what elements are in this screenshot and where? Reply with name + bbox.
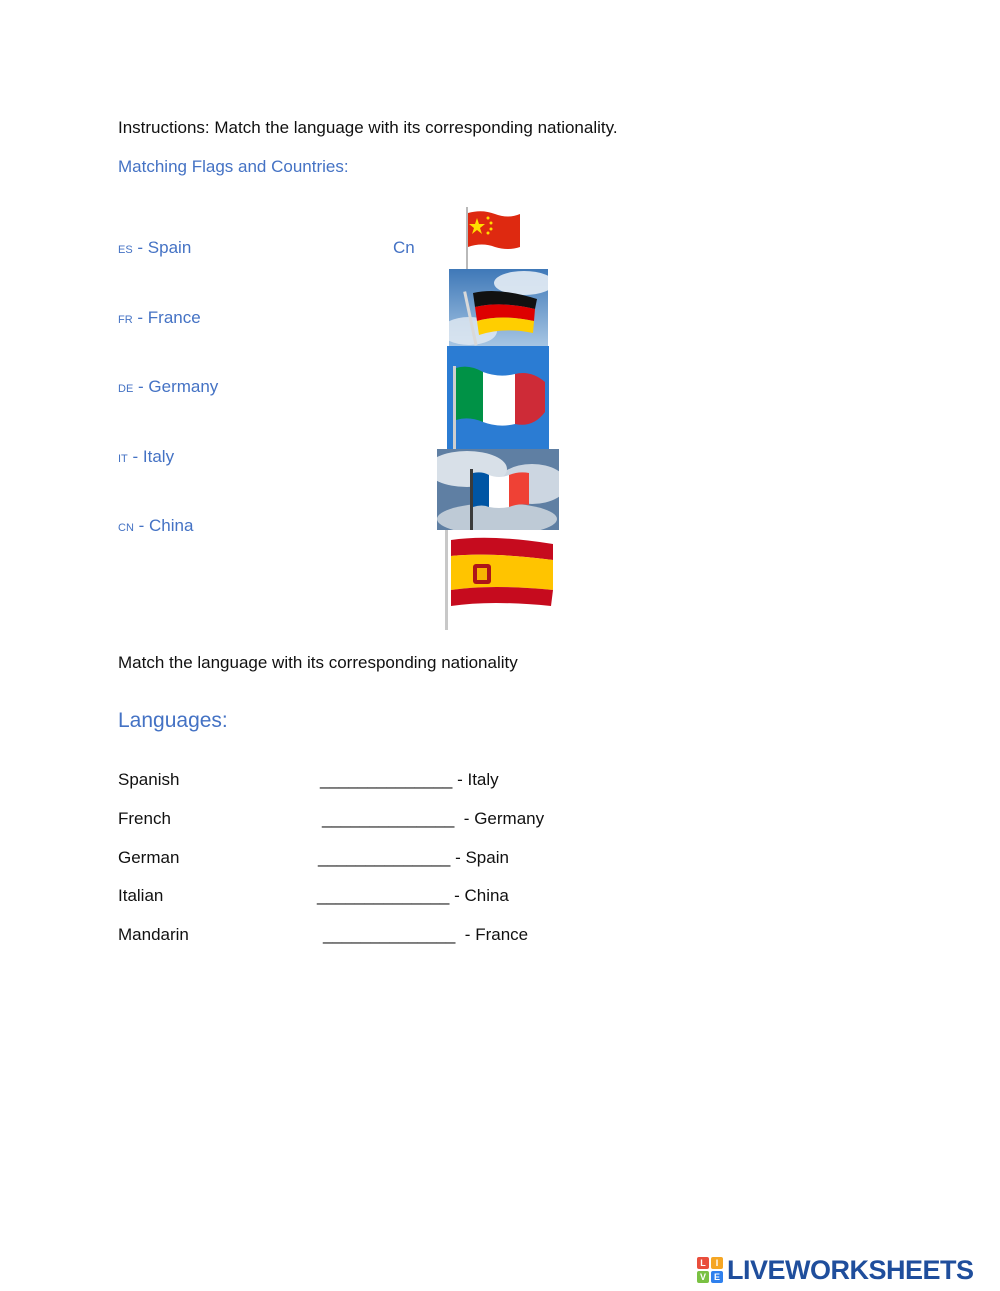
subheading: Matching Flags and Countries: bbox=[118, 157, 349, 176]
answer-blank[interactable]: ______________ - China bbox=[317, 886, 509, 905]
country-name: - France bbox=[132, 308, 201, 327]
logo-text: LIVEWORKSHEETS bbox=[727, 1254, 974, 1285]
liveworksheets-logo bbox=[697, 1256, 974, 1284]
germany-flag-icon[interactable] bbox=[449, 269, 548, 346]
language-name: German bbox=[118, 848, 180, 867]
logo-tile: V bbox=[697, 1271, 709, 1283]
country-name: - Germany bbox=[133, 377, 219, 396]
answer-blank[interactable]: ______________ - France bbox=[323, 925, 529, 944]
logo-tile: I bbox=[711, 1257, 723, 1269]
language-name: Spanish bbox=[118, 770, 180, 789]
language-name: Mandarin bbox=[118, 925, 189, 944]
country-name: - Italy bbox=[127, 447, 175, 466]
answer-blank[interactable]: ______________ - Spain bbox=[318, 848, 509, 867]
country-germany bbox=[118, 377, 218, 397]
country-name: - China bbox=[133, 516, 194, 535]
country-name: - Spain bbox=[132, 238, 192, 257]
spain-flag-icon[interactable] bbox=[441, 530, 556, 630]
country-code: es bbox=[118, 240, 133, 257]
country-italy bbox=[118, 447, 174, 467]
match-instruction: Match the language with its corresponding nationality bbox=[118, 653, 518, 672]
country-code: fr bbox=[118, 310, 133, 327]
languages-heading: Languages: bbox=[118, 709, 228, 732]
language-name: French bbox=[118, 809, 171, 828]
country-spain bbox=[118, 238, 191, 258]
country-china bbox=[118, 516, 193, 536]
country-code: cn bbox=[118, 518, 134, 535]
logo-tile: L bbox=[697, 1257, 709, 1269]
language-name: Italian bbox=[118, 886, 164, 905]
france-flag-icon[interactable] bbox=[437, 449, 559, 530]
logo-tile: E bbox=[711, 1271, 723, 1283]
answer-text-cn[interactable]: Cn bbox=[393, 238, 415, 257]
answer-blank[interactable]: ______________ - Germany bbox=[322, 809, 545, 828]
country-france bbox=[118, 308, 201, 328]
country-code: de bbox=[118, 379, 134, 396]
italy-flag-icon[interactable] bbox=[447, 346, 549, 449]
answer-blank[interactable]: ______________ - Italy bbox=[320, 770, 499, 789]
instructions-text: Instructions: Match the language with its corresponding nationality. bbox=[118, 118, 618, 137]
logo-tiles bbox=[697, 1257, 723, 1283]
china-flag-icon[interactable] bbox=[462, 205, 524, 269]
country-code: it bbox=[118, 449, 128, 466]
